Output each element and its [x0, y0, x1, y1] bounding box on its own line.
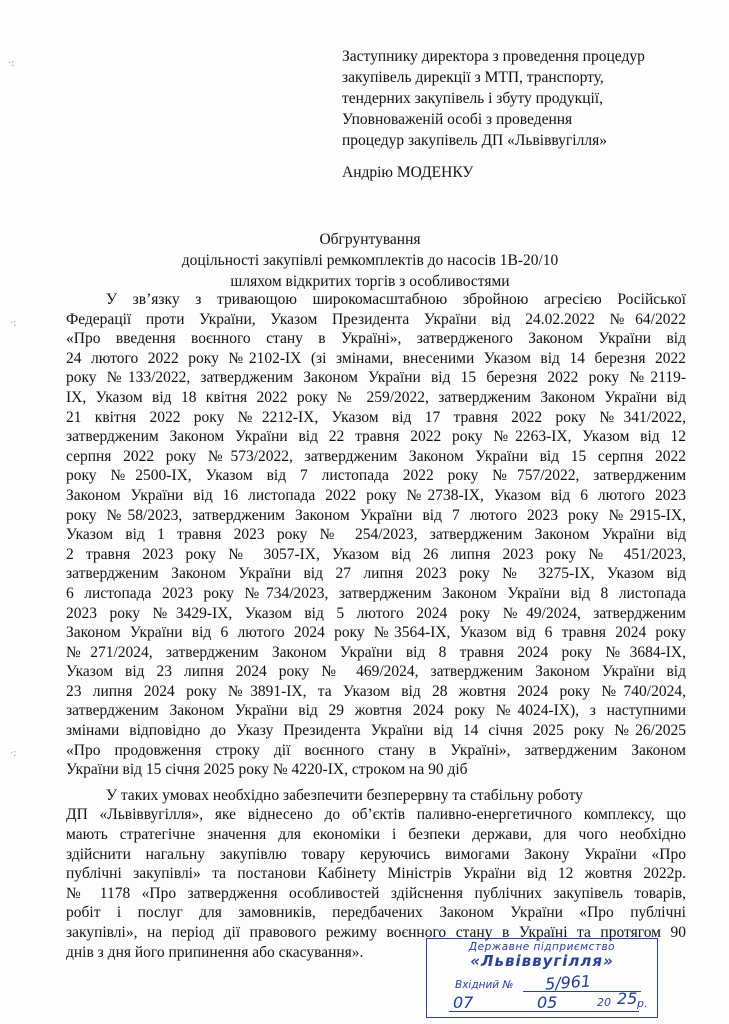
document-title	[60, 229, 680, 292]
body-line: 23 липня 2024 року №3891-IX, та Указом від 28 жовтня 2024 року №740/2024,	[66, 682, 686, 700]
addressee-line: закупівель дирекції з МТП, транспорту,	[342, 69, 604, 86]
body-line: «Про введення воєнного стану в Україні», затвердженого Законом України від	[66, 330, 686, 348]
body-line: робіт і послуг для замовників, передбачених Законом України «Про публічні	[66, 904, 686, 922]
body-line: ДП «Львіввугілля», яке віднесено до об’єктів паливно-енергетичного комплексу, що	[66, 806, 686, 824]
body-line: Федерації проти України, Указом Президента України від 24.02.2022 №64/2022	[66, 310, 686, 328]
body-line: мають стратегічне значення для економіки і безпеки держави, для чого необхідно	[66, 826, 686, 844]
addressee-line: процедур закупівель ДП «Львіввугілля»	[342, 132, 607, 149]
body-line: 21 квітня 2022 року №2212-IX, Указом від 17 травня 2022 року №341/2022,	[66, 408, 686, 426]
body-line: року №2500-IX, Указом від 7 листопада 2022 року №757/2022, затвердженим	[66, 467, 686, 485]
body-line: «Про продовження строку дії воєнного стану в Україні», затвердженим Законом	[66, 741, 686, 759]
scan-speck: ·:	[10, 748, 17, 759]
body-line: змінами відповідно до Указу Президента України від 14 січня 2025 року №26/2025	[66, 722, 686, 740]
stamp-year-handwritten: 25	[617, 989, 638, 1008]
addressee-line: Заступнику директора з проведення процедур	[342, 48, 645, 65]
title-line: Обгрунтування	[319, 231, 421, 248]
title-line: доцільності закупівлі ремкомплектів до насосів 1В-20/10	[181, 252, 559, 269]
body-line: року №58/2023, затвердженим Законом України від 7 лютого 2023 року №2915-IX,	[66, 506, 686, 524]
body-line: У зв’язку з тривающою широкомасштабною збройною агресією Російської	[106, 291, 686, 308]
body-line: IX, Указом від 18 квітня 2022 року № 259/2022, затвердженим Законом України від	[66, 388, 686, 406]
body-line: затвердженим Законом України від 27 липня 2023 року № 3275-IX, Указом від	[66, 565, 686, 583]
addressee-line: Уповноваженій особі з проведення	[342, 111, 573, 128]
stamp-org-name: «Львіввугілля»	[470, 952, 614, 970]
stamp-year-suffix: р.	[637, 997, 648, 1010]
body-line: здійснити нагальну закупівлю товару керуючись вимогами Закону України «Про	[66, 845, 686, 863]
body-line: днів з дня його припинення або скасування».	[66, 943, 364, 961]
document-body	[66, 290, 686, 962]
registration-stamp	[426, 938, 658, 1018]
body-line: року №133/2022, затвердженим Законом України від 15 березня 2022 року №2119-	[66, 369, 686, 387]
scan-speck: ·:	[10, 318, 17, 329]
stamp-year-prefix: 20	[597, 996, 611, 1009]
addressee-name: Андрію МОДЕНКУ	[342, 164, 474, 181]
body-line: Указом від 23 липня 2024 року № 469/2024, затвердженим Законом України від	[66, 663, 686, 681]
stamp-date-month: 05	[537, 993, 558, 1012]
body-line: закупівлі», на період дії правового режиму воєнного стану в Україні та протягом 90	[66, 924, 686, 941]
body-line: затвердженим Законом України від 22 травня 2022 року №2263-IX, Указом від 12	[66, 428, 686, 446]
body-line: 24 лютого 2022 року №2102-IX (зі змінами, внесеними Указом від 14 березня 2022	[66, 349, 686, 367]
body-line: 2023 року №3429-IX, Указом від 5 лютого 2024 року №49/2024, затвердженим	[66, 604, 686, 622]
stamp-org-small: Державне підприємство	[468, 941, 616, 953]
addressee-line: тендерних закупівель і збуту продукції,	[342, 90, 603, 107]
body-line: публічні закупівлі» та постанови Кабінету Міністрів України від 12 жовтня 2022р.	[66, 865, 686, 883]
body-line: України від 15 січня 2025 року № 4220-IX, строком на 90 діб	[66, 761, 468, 779]
body-line: 6 листопада 2023 року №734/2023, затвердженим Законом України від 8 листопада	[66, 584, 686, 602]
body-line: 2 травня 2023 року № 3057-IX, Указом від 26 липня 2023 року № 451/2023,	[66, 545, 686, 563]
stamp-incoming-number: 5/961	[544, 971, 592, 994]
body-line: № 1178 «Про затвердження особливостей здійснення публічних закупівель товарів,	[66, 884, 686, 902]
scan-speck: ·:	[8, 58, 15, 69]
body-line: Указом від 1 травня 2023 року № 254/2023, затвердженим Законом України від	[66, 526, 686, 544]
paragraph-martial-law	[66, 290, 686, 780]
body-line: У таких умовах необхідно забезпечити безперервну та стабільну роботу	[106, 786, 583, 804]
body-line: серпня 2022 року №573/2022, затвердженим Законом України від 15 серпня 2022	[66, 447, 686, 465]
body-line: Законом України від 6 лютого 2024 року №3564-IX, Указом від 6 травня 2024 року	[66, 624, 686, 642]
title-line: шляхом відкритих торгів з особливостями	[230, 273, 510, 290]
addressee-block	[342, 46, 702, 183]
body-line: Законом України від 16 листопада 2022 року №2738-IX, Указом від 6 лютого 2023	[66, 486, 686, 504]
body-line: затвердженим Законом України від 29 жовтня 2024 року №4024-IX), з наступними	[66, 702, 686, 720]
body-line: №271/2024, затвердженим Законом України від 8 травня 2024 року №3684-IX,	[66, 643, 686, 661]
paragraph-procurement	[66, 786, 686, 962]
stamp-date-day: 07	[453, 993, 474, 1012]
stamp-incoming-label: Вхідний №	[455, 979, 514, 991]
